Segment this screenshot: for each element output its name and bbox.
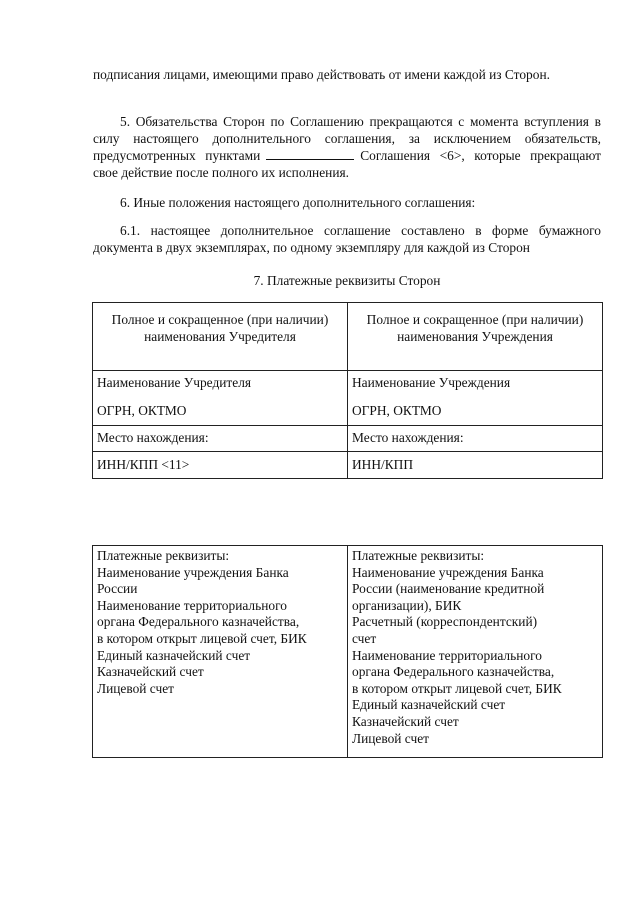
paragraph-5-text-end: Соглашения <6>, которые прекращают свое действие после полного их исполнения. <box>93 148 601 180</box>
list-item: Наименование учреждения Банка <box>97 564 289 580</box>
table-row <box>93 426 603 452</box>
list-item: Наименование учреждения Банка <box>352 564 544 580</box>
list-item: органа Федерального казначейства, <box>352 664 555 680</box>
list-item: в котором открыт лицевой счет, БИК <box>352 680 562 696</box>
header-institution-cell: Полное и сокращенное (при наличии) наименования Учреждения <box>348 303 603 371</box>
list-item: счет <box>352 630 377 646</box>
table-row <box>93 371 603 426</box>
list-item: Платежные реквизиты: <box>97 548 230 563</box>
party-requisites-table <box>92 302 603 479</box>
list-item: Наименование территориального <box>352 647 542 663</box>
list-item: Лицевой счет <box>97 680 175 696</box>
paragraph-5 <box>93 113 601 181</box>
list-item: России <box>97 581 138 597</box>
institution-location: Место нахождения: <box>348 426 603 452</box>
list-item: Лицевой счет <box>352 730 430 746</box>
paragraph-continuation: подписания лицами, имеющими право действовать от имени каждой из Сторон. <box>93 67 550 82</box>
table-row <box>93 303 603 371</box>
institution-payment-cell <box>348 546 603 758</box>
table-row <box>93 546 603 758</box>
header-founder-cell: Полное и сокращенное (при наличии) наименования Учредителя <box>93 303 348 371</box>
list-item: Расчетный (корреспондентский) <box>352 614 538 630</box>
list-item: Платежные реквизиты: <box>352 548 485 563</box>
list-item: Наименование территориального <box>97 597 287 613</box>
founder-inn: ИНН/КПП <11> <box>93 452 348 479</box>
founder-location: Место нахождения: <box>93 426 348 452</box>
founder-ogrn: ОГРН, ОКТМО <box>97 403 187 418</box>
paragraph-6-1: 6.1. настоящее дополнительное соглашение составлено в форме бумажного документа в двух экземплярах, по одному экземпляру для каждой из Сторон <box>93 223 601 255</box>
institution-ogrn: ОГРН, ОКТМО <box>352 403 442 418</box>
section-7-title: 7. Платежные реквизиты Сторон <box>253 273 441 288</box>
paragraph-6: 6. Иные положения настоящего дополнительного соглашения: <box>120 195 476 210</box>
list-item: Казначейский счет <box>352 713 459 729</box>
list-item: органа Федерального казначейства, <box>97 614 300 630</box>
list-item: Казначейский счет <box>97 664 204 680</box>
institution-name-cell <box>348 371 603 426</box>
payment-requisites-table <box>92 545 603 758</box>
institution-inn: ИНН/КПП <box>348 452 603 479</box>
list-item: Единый казначейский счет <box>97 647 251 663</box>
founder-name-cell <box>93 371 348 426</box>
list-item: в котором открыт лицевой счет, БИК <box>97 630 307 646</box>
list-item: Единый казначейский счет <box>352 697 506 713</box>
list-item: России (наименование кредитной <box>352 581 545 597</box>
blank-line <box>266 147 354 160</box>
institution-name: Наименование Учреждения <box>352 375 511 390</box>
table-row <box>93 452 603 479</box>
list-item: организации), БИК <box>352 597 462 613</box>
founder-name: Наименование Учредителя <box>97 375 252 390</box>
paragraph-5-text: 5. Обязательства Сторон по Соглашению прекращаются с момента вступления в силу настоящего дополнительного соглашения, за исключением обязательств, предусмотренных пунктами <box>93 114 601 163</box>
founder-payment-cell <box>93 546 348 758</box>
